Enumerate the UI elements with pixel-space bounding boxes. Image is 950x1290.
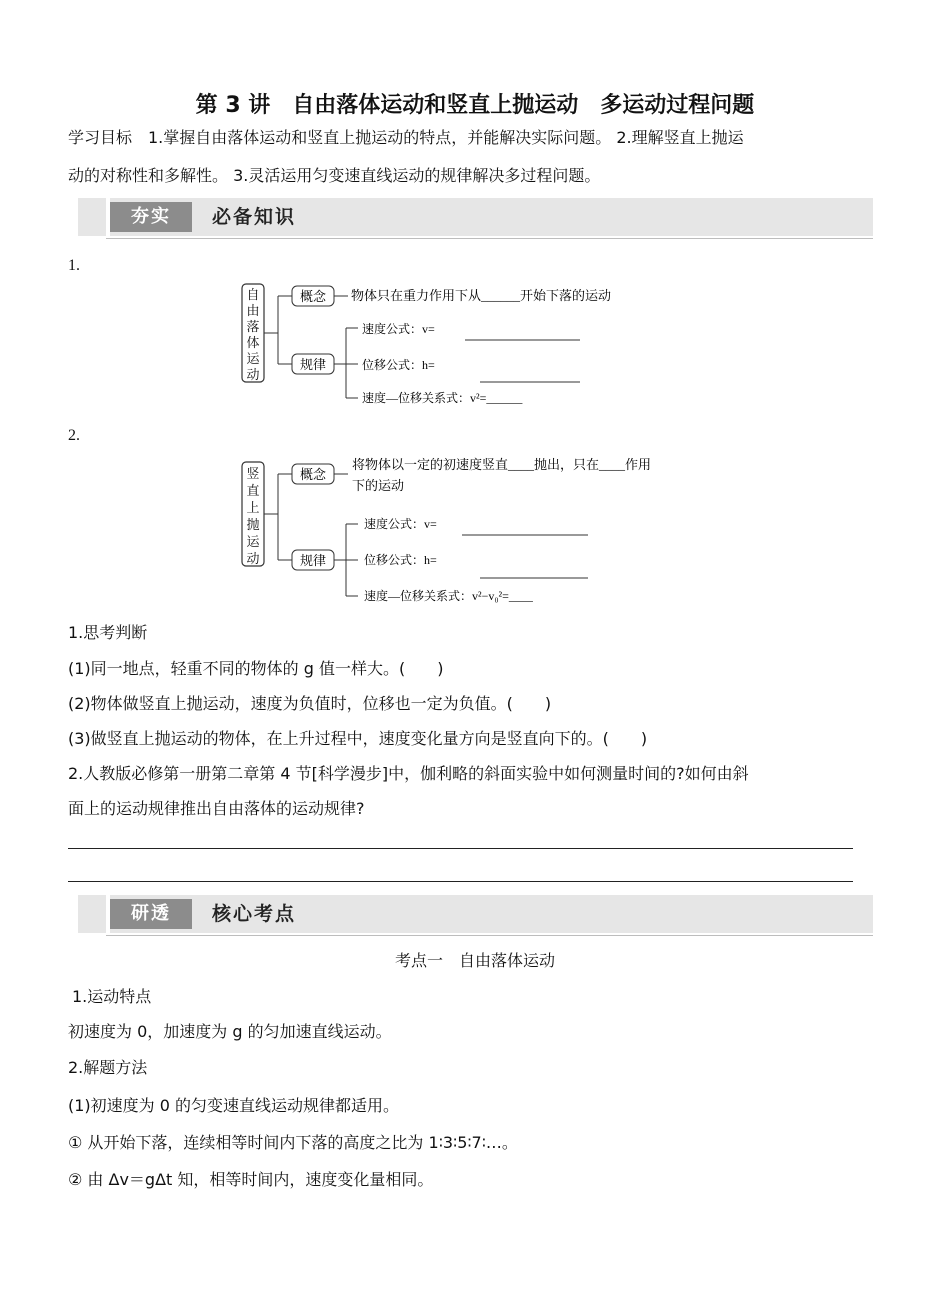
rule-velocity-displacement: 速度—位移关系式：v²−v₀²=____ — [364, 589, 533, 603]
kaodian-heading-2: 2.解题方法 — [68, 1058, 148, 1077]
kaodian-paragraph-1: 初速度为 0，加速度为 g 的匀加速直线运动。 — [68, 1022, 392, 1041]
kaodian-title: 考点一 自由落体运动 — [394, 951, 555, 970]
root-char: 体 — [246, 335, 260, 350]
judge-question-3: (3)做竖直上抛运动的物体，在上升过程中，速度变化量方向是竖直向下的。( ) — [68, 729, 648, 748]
diagram-2-number: 2. — [68, 427, 80, 444]
objectives-line-1: 学习目标 1.掌握自由落体运动和竖直上抛运动的特点，并能解决实际问题。 2.理解竖直上抛运 — [68, 128, 744, 147]
diagram-1-number: 1. — [68, 257, 80, 274]
concept-text-line-2: 下的运动 — [352, 478, 405, 493]
rule-displacement: 位移公式：h= — [364, 553, 437, 567]
kaodian-paragraph-2: (1)初速度为 0 的匀变速直线运动规律都适用。 — [68, 1096, 400, 1115]
question-2-line-2: 面上的运动规律推出自由落体的运动规律? — [68, 799, 365, 818]
thinking-heading: 1.思考判断 — [68, 623, 148, 642]
free-fall-concept-map — [230, 278, 750, 418]
root-char: 运 — [246, 351, 260, 366]
judge-question-2: (2)物体做竖直上抛运动，速度为负值时，位移也一定为负值。( ) — [68, 694, 552, 713]
section-bar-basics — [78, 198, 873, 236]
root-char: 自 — [246, 287, 260, 302]
answer-line — [68, 881, 853, 882]
root-char: 落 — [246, 319, 260, 334]
root-char: 上 — [246, 500, 260, 515]
root-char: 动 — [246, 367, 260, 382]
root-char: 运 — [246, 534, 260, 549]
section-heading: 必备知识 — [212, 206, 297, 228]
section-tab: 研透 — [110, 899, 192, 929]
page-title: 第 3 讲 自由落体运动和竖直上抛运动 多运动过程问题 — [195, 93, 755, 118]
root-char: 由 — [246, 303, 260, 318]
vertical-throw-concept-map — [230, 452, 750, 612]
question-2-line-1: 2.人教版必修第一册第二章第 4 节[科学漫步]中，伽利略的斜面实验中如何测量时间的?如何由斜 — [68, 764, 749, 783]
kaodian-heading-1: 1.运动特点 — [72, 987, 152, 1006]
concept-label: 概念 — [299, 289, 327, 304]
kaodian-paragraph-3: ① 从开始下落，连续相等时间内下落的高度之比为 1∶3∶5∶7∶…。 — [68, 1133, 518, 1152]
judge-question-1: (1)同一地点，轻重不同的物体的 g 值一样大。( ) — [68, 659, 444, 678]
root-char: 直 — [246, 483, 260, 498]
concept-text-line-1: 将物体以一定的初速度竖直____抛出，只在____作用 — [352, 457, 652, 472]
section-bar-core — [78, 895, 873, 933]
concept-text: 物体只在重力作用下从______开始下落的运动 — [351, 288, 612, 303]
section-tab: 夯实 — [110, 202, 192, 232]
concept-label: 概念 — [299, 467, 327, 482]
section-heading: 核心考点 — [212, 903, 297, 925]
rules-label: 规律 — [299, 553, 327, 568]
objectives-line-2: 动的对称性和多解性。 3.灵活运用匀变速直线运动的规律解决多过程问题。 — [68, 166, 601, 185]
rule-velocity: 速度公式：v= — [364, 517, 437, 531]
answer-line — [68, 848, 853, 849]
kaodian-paragraph-4: ② 由 Δv＝gΔt 知，相等时间内，速度变化量相同。 — [68, 1170, 434, 1189]
rule-displacement: 位移公式：h= — [362, 358, 435, 372]
rule-velocity-displacement: 速度—位移关系式：v²=______ — [362, 391, 523, 405]
root-char: 抛 — [246, 517, 260, 532]
rules-label: 规律 — [299, 357, 327, 372]
rule-velocity: 速度公式：v= — [362, 322, 435, 336]
root-char: 动 — [246, 551, 260, 566]
root-char: 竖 — [246, 466, 260, 481]
